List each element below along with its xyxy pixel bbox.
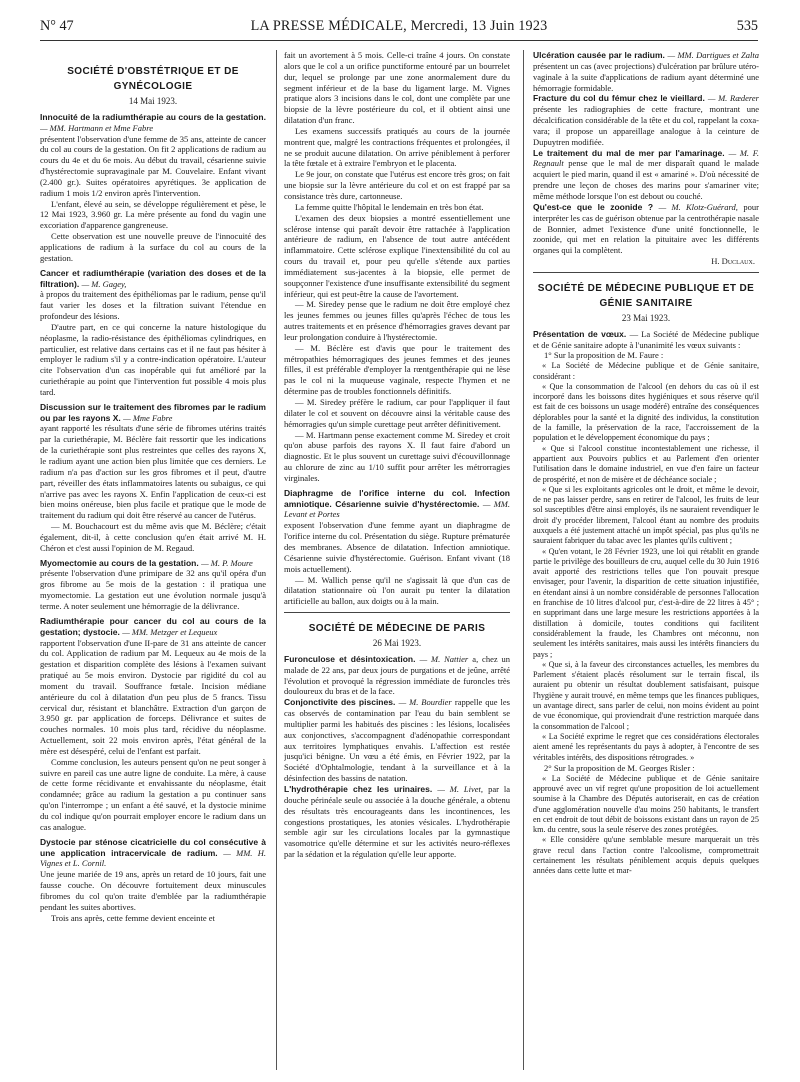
section-date: 23 Mai 1923. — [621, 312, 671, 323]
signature: H. Duclaux. — [711, 256, 755, 267]
article-text: — M. Wallich pense qu'il ne s'agissait là que d'un cas de dilatation stationnaire où l'on aurait pu tenter la dilatation artificielle au ballon, aux doigts ou à la main. — [284, 574, 510, 607]
article-heading: Discussion sur le traitement des fibromes par le radium ou par les rayons X. — Mme Fabre — [40, 401, 266, 423]
article-text: 2° Sur la proposition de M. Georges Risler : — [544, 762, 695, 773]
article-text: rapportent l'observation d'une II-pare de 31 ans atteinte de cancer du col. Application de radium par M. Lequeux au 4e mois de la gestation et disparition complète des lésions à l'examen suivant pratiqué au 5e mois environ. Dystocie par rigidité du col au moment du travail. Souffrance fœtale. Incision médiane antérieure du col à dilatation d'un peu plus de 5 francs. Tissu cervical dur, résistant et blanchâtre. Extraction d'un garçon de 3.950 gr. par application de forceps. Délivrance et suites de couches normales. 10 mois plus tard, récidive du néoplasme. Actuellement, soit 22 mois environ après, l'état général de la mère est désespéré, celui de l'enfant est parfait. — [40, 637, 266, 756]
article-text: à propos du traitement des épithéliomas par le radium, pense qu'il faut varier les doses et la filtration suivant l'étendue en profondeur des lésions. — [40, 289, 266, 322]
article-text: exposent l'observation d'une femme ayant un diaphragme de l'orifice interne du col. Présentation du siège. Rupture prématurée des membranes. Absence de dilatation. Infection amniotique. Césarienne suivie d'hystérectomie. Guérison. Enfant vivant (18 mois actuellement). — [284, 520, 510, 574]
quote-text: « Elle considère qu'une semblable mesure marquerait un très grave recul dans l'action contre l'alcoolisme, compromettrait certainement les résultats péniblement acquis depuis quelques années dans cette lutte et mar- — [533, 835, 759, 876]
section-title: SOCIÉTÉ DE MÉDECINE DE PARIS — [308, 623, 486, 635]
article-heading: Myomectomie au cours de la gestation. — M. P. Moure — [40, 557, 253, 568]
header-rule — [40, 40, 758, 41]
column-divider — [523, 50, 524, 1070]
article-text: fait un avortement à 5 mois. Celle-ci traîne 4 jours. On constate alors que le col a un orifice punctiforme entouré par un bourrelet dur, lequel se prolonge par une zone anormalement dure du segment inférieur et de la base du ligament large. M. Vignes pratique alors 3 incisions dans le col, dont une complète par une biopsie de la lèvre postérieure du col, et il obtient ainsi une dilatation d'un franc. — [284, 50, 510, 126]
article-text: — M. Hartmann pense exactement comme M. Siredey et croit qu'on abuse parfois des rayons X. Il faut faire d'abord un diagnostic. Et le plus souvent un curettage suivi d'écouvillonnage au chlorure de zinc au 1/10 suffit pour arrêter les métrorragies virginales. — [284, 429, 510, 483]
article-heading: Conjonctivite des piscines. — M. Bourdier rappelle que les cas observés de contamination par l'eau du bain semblent se multiplier parmi les habitués des piscines : les lésions, localisées aux conjonctives, s'accompagnent d'adénopathie correspondant aux territoires lymphatiques envahis. L'affection est restée jusqu'ici bénigne. Un vœu a été émis, en Février 1922, par la Société d'Ophtalmologie, tendant à la surveillance et à la désinfection des bassins de natation. — [284, 697, 510, 784]
quote-text: « Que la consommation de l'alcool (en dehors du cas où il est incorporé dans les boissons dites hygiéniques et sous réserve qu'il est fait de ces boissons un usage modéré) entraîne des conséquences déplorables pour la santé et la dignité des individus, la constitution de la famille, la préservation de la race, l'accroissement de la population et le développement économique du pays ; — [533, 381, 759, 443]
article-text: 1° Sur la proposition de M. Faure : — [544, 350, 664, 361]
section-date: 14 Mai 1923. — [128, 96, 178, 106]
page-header — [40, 16, 758, 38]
quote-text: « Que si les exploitants agricoles ont le droit, et même le devoir, de ne pas laisser perdre, sans en retirer de l'alcool, les fruits de leur sol susceptibles d'être ainsi employés, ils ne sauraient revendiquer le droit d'y procéder librement, l'alcool étant au nombre des produits auxquels a été justement attaché un impôt spécial, pas plus qu'ils ne sauraient fabriquer du tabac avec les plantes qu'ils cultivent ; — [533, 484, 759, 546]
column-1 — [40, 50, 266, 1075]
article-heading: Dystocie par sténose cicatricielle du col consécutive à une application intracervicale de radium. — MM. H. Vignes et L. Cornil. — [40, 836, 266, 869]
article-heading: Cancer et radiumthérapie (variation des doses et de la filtration). — M. Gagey, — [40, 267, 266, 289]
article-text: La femme quitte l'hôpital le lendemain en très bon état. — [295, 201, 484, 212]
section-rule — [533, 272, 759, 273]
quote-text: « La Société de Médecine publique et de Génie sanitaire, considérant : — [533, 361, 759, 381]
article-heading: Innocuité de la radiumthérapie au cours de la gestation. — MM. Hartmann et Mme Fabre — [40, 111, 266, 133]
quote-text: « Que si l'alcool constitue incontestablement une richesse, il appartient aux Pouvoirs publics et au Parlement d'en orienter l'utilisation dans le domaine industriel, en vue d'en faire un facteur de prospérité, et non de misère et de déchéance sociale ; — [533, 443, 759, 484]
article-heading: Qu'est-ce que le zoonide ? — M. Klotz-Guérard, pour interpréter les cas de guérison obtenue par la centrothérapie nasale de Bonnier, admet l'existence d'une unité fonctionnelle, le zoonide, qui met en relation la pituitaire avec les différents organes qui la complètent. — [533, 201, 759, 256]
section-date: 26 Mai 1923. — [372, 638, 422, 649]
article-heading: Radiumthérapie pour cancer du col au cours de la gestation; dystocie. — MM. Metzger et Lequeux — [40, 615, 266, 637]
article-text: D'autre part, en ce qui concerne la nature histologique du néoplasme, la radio-résistance des épithéliomas cylindriques, en particulier, est relative dans certains cas et il ne faut pas hésiter à employer le radium s'il y a contre-indication opératoire. L'auteur cite l'observation d'un cas inopérable qui fut amélioré par la curiethérapie au point que l'intervention fut possible 4 mois plus tard. — [40, 321, 266, 397]
article-heading: Ulcération causée par le radium. — MM. Dartigues et Zalta présentent un cas (avec projections) d'ulcération par brûlure utéro-vaginale à la suite d'applications de radium ayant déterminé une hémorragie formidable. — [533, 50, 759, 93]
section-title: SOCIÉTÉ D'OBSTÉTRIQUE ET DE GYNÉCOLOGIE — [67, 66, 239, 92]
article-heading: L'hydrothérapie chez les urinaires. — M. Livet, par la douche périnéale seule ou associée à la douche générale, a obtenu des résultats très encourageants dans les incontinences, les congestions prostatiques, les atonies vésicales. L'hydrothérapie semble agir sur les circulations locales par la gymnastique vasomotrice qu'elle détermine et sur les activités neuro-réflexes par la sédation et la régulation qu'elle leur apporte. — [284, 784, 510, 860]
page-number-right: 535 — [736, 18, 758, 34]
article-text: — M. Siredey pense que le radium ne doit être employé chez les jeunes femmes ou jeunes filles qu'après l'échec de tous les autres traitements et en présence d'hémorragies graves devant par leur prolongation conduire à l'hystérectomie. — [284, 299, 510, 342]
article-heading: Présentation de vœux. — La Société de Médecine publique et de Génie sanitaire adopte à l'unanimité les vœux suivants : — [533, 328, 759, 350]
article-heading: Furonculose et désintoxication. — M. Nattier a, chez un malade de 22 ans, par deux jours de purgations et de jeûne, arrêté l'évolution et provoqué la régression immédiate de furoncles très douloureux du bras et de la face. — [284, 653, 510, 697]
article-text: — M. Bouchacourt est du même avis que M. Béclère; c'était également, dit-il, à cette conclusion qu'en était arrivé M. H. Chéron et c'est aussi l'opinion de M. Regaud. — [40, 521, 266, 553]
article-heading: Diaphragme de l'orifice interne du col. Infection amniotique. Césarienne suivie d'hystérectomie. — MM. Levant et Portes — [284, 487, 510, 520]
quote-text: « Qu'en votant, le 28 Février 1923, une loi qui rétablit en grande partie le privilège des bouilleurs de cru, auquel celle du 30 Juin 1916 avait apporté des restrictions telles que l'on pouvait presque envisager, pour l'avenir, la disparition de cette situation injustifiée, en étendant ainsi à un nombre considérable de personnes l'allocation en franchise de 10 litres d'alcool pur, c'est-à-dire de 22 litres à 45° ; en supprimant dans une large mesure les restrictions apportées à la distillation à domicile, toutes conditions qui facilitent considérablement la fraude, les Chambres ont méconnu, non seulement les intérêts sanitaires, mais aussi les intérêts financiers du pays ; — [533, 546, 759, 659]
section-rule — [284, 612, 510, 613]
journal-title: LA PRESSE MÉDICALE, Mercredi, 13 Juin 1923 — [250, 18, 548, 34]
column-divider — [276, 50, 277, 1070]
column-2 — [284, 50, 510, 1075]
quote-text: « La Société exprime le regret que ces considérations électorales aient amené les représentants du pays à adopter, à l'encontre de ses véritables intérêts, des dispositions rétrogrades. » — [533, 731, 759, 762]
article-text: Comme conclusion, les auteurs pensent qu'on ne peut songer à suivre en pareil cas une autre ligne de conduite. La mère, à cause de cette forme récidivante et envahissante du néoplasme, était condamnée; grâce au radium la gestation a pu continuer sans qu'on l'interrompe ; un enfant a été sauvé, et la dystocie minime du col indique qu'on pourrait employer encore le radium dans un cas analogue. — [40, 756, 266, 832]
article-text: Une jeune mariée de 19 ans, après un retard de 10 jours, fait une fausse couche. On découvre fortuitement deux minuscules fibromes du col qu'on traite d'emblée par la radiumthérapie pendant les suites abortives. — [40, 869, 266, 912]
article-text: présentent l'observation d'une femme de 35 ans, atteinte de cancer du col au cours de la gestation. On fit 2 applications de radium au cours du 4e et du 6e mois. Au début du travail, césarienne suivie d'hystérectomie supravaginale par M. Couvelaire. Enfant vivant (2.400 gr.). Suites opératoires apyrétiques. 3e application de radium 1 mois 1/2 environ après l'intervention. — [40, 133, 266, 198]
article-text: L'enfant, élevé au sein, se développe régulièrement et pèse, le 12 Mai 1923, 3.960 gr. La mère présente au fond du vagin une excoriation d'apparence gangreneuse. — [40, 198, 266, 231]
page-number-left: N° 47 — [40, 18, 74, 34]
article-heading: Fracture du col du fémur chez le vieillard. — M. Ræderer présente les radiographies de cette fracture, montrant une décalcification considérable de la tête et du col, rappelant la coxa-vara; il propose un appareillage analogue à la ceinture de Dupuytren modifiée. — [533, 93, 759, 147]
quote-text: « Que si, à la faveur des circonstances actuelles, les membres du Parlement s'étaient placés résolument sur le terrain fiscal, ils auraient pu obtenir un résultat doublement satisfaisant, puisque l'hygiène y aurait trouvé, en même temps que les finances publiques, un avantage direct, sans parler de celui, non moins évident au point de vue économique, qui proviendrait d'une restriction marquée dans la consommation de l'alcool ; — [533, 659, 759, 731]
section-title: SOCIÉTÉ DE MÉDECINE PUBLIQUE ET DE GÉNIE SANITAIRE — [537, 282, 755, 309]
article-text: Les examens successifs pratiqués au cours de la journée montrent que, malgré les contractions fréquentes et prolongées, il ne se produit aucune dilatation. On arrive péniblement à perforer la tête fœtale et à extraire l'embryon et le placenta. — [284, 125, 510, 169]
article-text: L'examen des deux biopsies a montré essentiellement une sclérose intense qui paraît devoir être rattachée à l'application antérieure de radium, en l'absence de tout autre antécédent inflammatoire. Cette sclérose explique l'inextensibilité du col au cours du travail et, pour peu qu'elle s'étende aux parties immédiatement sus-jacentes à la biopsie, elle permet de soupçonner l'existence d'une insuffisante extensibilité du segment inférieur, qui est peut-être la cause de l'avortement. — [284, 212, 510, 299]
article-text: Cette observation est une nouvelle preuve de l'innocuité des applications de radium à la surface du col au cours de la gestation. — [40, 231, 266, 263]
article-text: Trois ans après, cette femme devient enceinte et — [51, 912, 215, 923]
article-text: — M. Siredey préfère le radium, car pour l'appliquer il faut dilater le col et souvent on découvre ainsi la véritable cause des hémorragies qu'un simple curettage peut arrêter définitivement. — [284, 397, 510, 429]
article-heading: Le traitement du mal de mer par l'amarinage. — M. F. Regnault pense que le mal de mer disparaît quand le malade acquiert le pied marin, quand il est « amariné ». D'où nécessité de prendre une leçon de choses des marins pour s'amariner vite; même méthode lorsque l'on est debout ou couché. — [533, 147, 759, 201]
article-text: ayant rapporté les résultats d'une série de fibromes utérins traités par la curiethérapie, M. Béclère fait ressortir que les indications de la curiethérapie sont plus restreintes que celles des rayons X, le radium ayant une action bien plus limitée que ces derniers. Le radium n'a pas d'action sur les gros fibromes et il peut, d'autre part, réveiller des états inflammatoires latents ou subaigus, ce qui n'arrive pas avec les rayons X. Enfin l'application de ceux-ci est bien moins onéreuse, bien plus facile et pratique que le mode de traitement du radium qui doit être réservé au cancer de l'utérus. — [40, 423, 266, 521]
column-3 — [533, 50, 759, 1075]
article-text: présente l'observation d'une primipare de 32 ans qu'il opéra d'un gros fibrome au 5e mois de la gestation : il pratiqua une myomectomie. La gestation eut une évolution normale jusqu'à terme. A noter seulement une hémorragie de la délivrance. — [40, 568, 266, 611]
quote-text: « La Société de Médecine publique et de Génie sanitaire approuvé avec un vif regret qu'une proposition de loi actuellement soumise à la Chambre des Députés autoriserait, en cas de création d'une agglomération nouvelle d'au moins 250 habitants, le transfert en cet endroit de tout débit de boissons existant dans un rayon de 25 km. du centre, sous la seule réserve des zones protégées. — [533, 773, 759, 835]
article-text: Le 9e jour, on constate que l'utérus est encore très gros; on fait une biopsie sur la lèvre antérieure du col et on est frappé par sa consistance très dure, cartonneuse. — [284, 169, 510, 201]
article-text: — M. Béclère est d'avis que pour le traitement des métropathies hémorragiques des jeunes femmes et des jeunes filles, il est préférable d'employer la rœntgenthérapie qui ne lèse pas le col ni la muqueuse vaginale, respecte l'hymen et ne détermine pas de troubles fonctionnels définitifs. — [284, 342, 510, 397]
